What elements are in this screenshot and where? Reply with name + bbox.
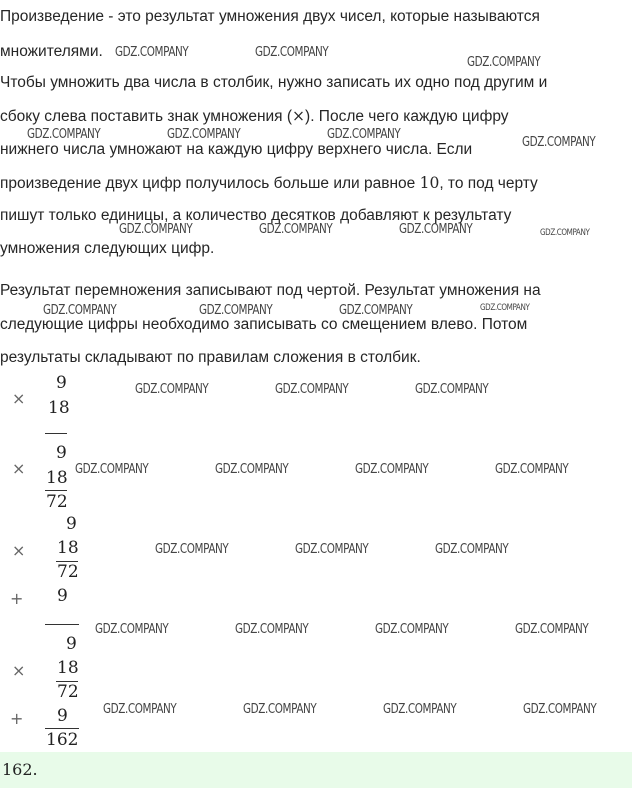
watermark: GDZ.COMPANY [103, 702, 177, 717]
paragraph-method-line4 [0, 166, 632, 201]
paragraph-result-line3: результаты складывают по правилам сложения в столбик. [0, 349, 421, 366]
watermark: GDZ.COMPANY [95, 622, 169, 637]
step2-partial-product: 72 [46, 492, 68, 512]
step3-sum-line [45, 624, 79, 625]
paragraph-result-line1: Результат перемножения записывают под чертой. Результат умножения на [0, 282, 541, 299]
multiply-sign: × [12, 389, 26, 408]
paragraph-definition-line2: множителями. [0, 43, 103, 60]
step3-partial-product-1: 72 [57, 562, 79, 582]
multiply-sign: × [12, 541, 26, 560]
step2-multiplier: 18 [46, 468, 68, 488]
watermark: GDZ.COMPANY [515, 622, 589, 637]
watermark: GDZ.COMPANY [27, 127, 101, 142]
watermark: GDZ.COMPANY [355, 462, 429, 477]
step3-multiplier: 18 [57, 538, 79, 558]
watermark: GDZ.COMPANY [255, 45, 329, 60]
number-ten: 10 [419, 174, 440, 192]
watermark: GDZ.COMPANY [135, 382, 209, 397]
step3-multiplicand: 9 [66, 514, 77, 534]
step4-total: 162 [46, 730, 79, 750]
watermark: GDZ.COMPANY [119, 222, 193, 237]
watermark: GDZ.COMPANY [199, 303, 273, 318]
step1-multiplier: 18 [48, 398, 70, 418]
watermark: GDZ.COMPANY [399, 222, 473, 237]
watermark: GDZ.COMPANY [275, 382, 349, 397]
watermark: GDZ.COMPANY [259, 222, 333, 237]
watermark: GDZ.COMPANY [375, 622, 449, 637]
watermark: GDZ.COMPANY [522, 135, 596, 150]
paragraph-result-line2: следующие цифры необходимо записывать со смещением влево. Потом [0, 316, 528, 333]
step4-sum-line [45, 728, 79, 729]
watermark: GDZ.COMPANY [155, 542, 229, 557]
text-segment: ). После чего каждую цифру [305, 108, 509, 125]
text-segment: , то под черту [439, 175, 538, 192]
text-segment: сбоку слева поставить знак умножения ( [0, 108, 293, 125]
step4-multiplicand: 9 [66, 634, 77, 654]
watermark: GDZ.COMPANY [167, 127, 241, 142]
step2-underline [45, 490, 67, 491]
watermark: GDZ.COMPANY [540, 228, 590, 238]
answer-box: 162. [0, 752, 632, 788]
watermark: GDZ.COMPANY [495, 462, 569, 477]
paragraph-method-line3: нижнего числа умножают на каждую цифру верхнего числа. Если [0, 141, 473, 158]
step4-partial-product-2: 9 [57, 706, 68, 726]
plus-sign: + [10, 589, 24, 608]
times-symbol: × [292, 107, 306, 125]
watermark: GDZ.COMPANY [215, 462, 289, 477]
step4-multiplier: 18 [57, 658, 79, 678]
watermark: GDZ.COMPANY [327, 127, 401, 142]
step3-partial-product-2: 9 [57, 586, 68, 606]
watermark: GDZ.COMPANY [480, 303, 530, 313]
watermark: GDZ.COMPANY [523, 702, 597, 717]
paragraph-method-line6: умножения следующих цифр. [0, 240, 215, 257]
watermark: GDZ.COMPANY [383, 702, 457, 717]
multiply-sign: × [12, 459, 26, 478]
paragraph-method-line5: пишут только единицы, а количество десятков добавляют к результату [0, 207, 512, 224]
text-segment: произведение двух цифр получилось больше или равное [0, 175, 420, 192]
watermark: GDZ.COMPANY [435, 542, 509, 557]
watermark: GDZ.COMPANY [243, 702, 317, 717]
watermark: GDZ.COMPANY [339, 303, 413, 318]
watermark: GDZ.COMPANY [43, 303, 117, 318]
watermark: GDZ.COMPANY [75, 462, 149, 477]
plus-sign: + [10, 709, 24, 728]
watermark: GDZ.COMPANY [235, 622, 309, 637]
step4-partial-product-1: 72 [57, 682, 79, 702]
step2-multiplicand: 9 [56, 443, 67, 463]
multiply-sign: × [12, 661, 26, 680]
step1-underline [45, 433, 67, 434]
watermark: GDZ.COMPANY [415, 382, 489, 397]
paragraph-method-line1: Чтобы умножить два числа в столбик, нужно записать их одно под другим и [0, 74, 548, 91]
watermark: GDZ.COMPANY [295, 542, 369, 557]
paragraph-definition-line1: Произведение - это результат умножения двух чисел, которые называются [0, 8, 540, 25]
step1-multiplicand: 9 [56, 373, 67, 393]
watermark: GDZ.COMPANY [467, 55, 541, 70]
watermark: GDZ.COMPANY [115, 45, 189, 60]
